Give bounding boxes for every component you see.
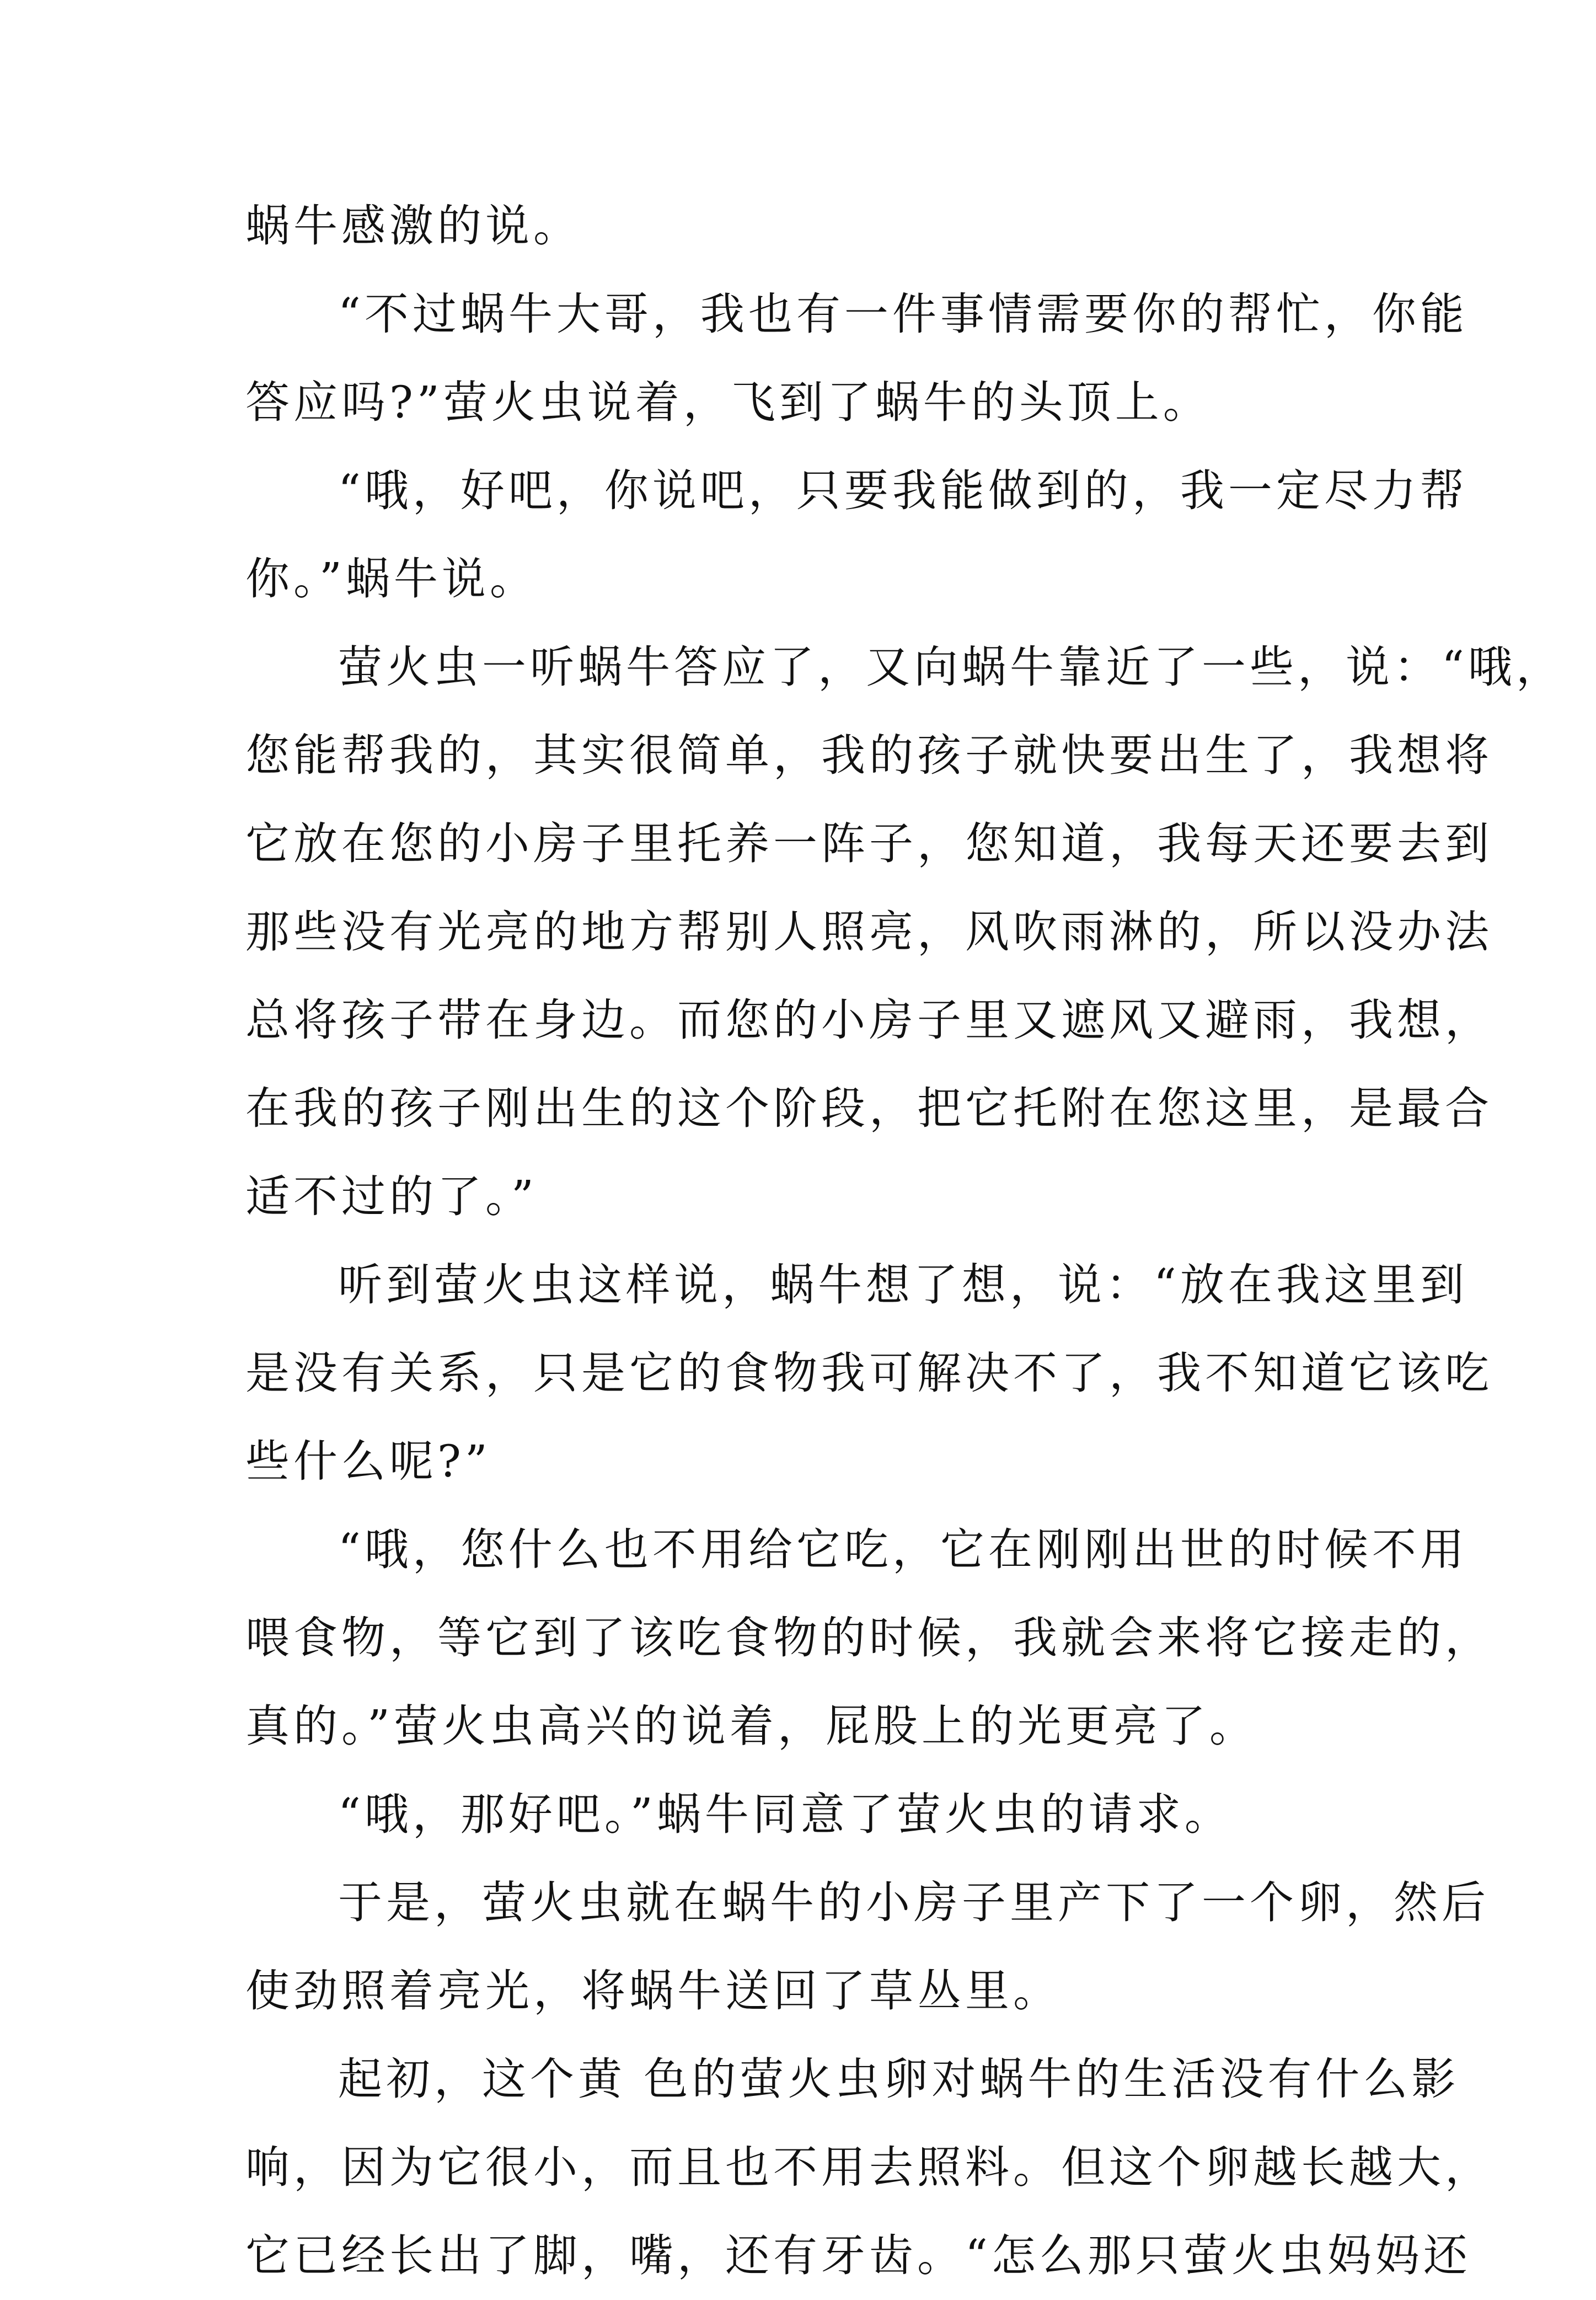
text-line: 是没有关系，只是它的食物我可解决不了，我不知道它该吃: [245, 1347, 1493, 1399]
text-line: 真的。”萤火虫高兴的说着，屁股上的光更亮了。: [245, 1700, 1257, 1752]
text-line: 适不过的了。”: [245, 1171, 538, 1222]
text-line: 使劲照着亮光，将蜗牛送回了草丛里。: [245, 1965, 1061, 2016]
text-line: 喂食物，等它到了该吃食物的时候，我就会来将它接走的，: [245, 1612, 1493, 1664]
text-line: 它已经长出了脚，嘴，还有牙齿。“怎么那只萤火虫妈妈还: [245, 2230, 1471, 2281]
text-line: 于是，萤火虫就在蜗牛的小房子里产下了一个卵，然后: [338, 1877, 1490, 1928]
text-line: “不过蜗牛大哥，我也有一件事情需要你的帮忙，你能: [338, 288, 1468, 340]
text-line: 些什么呢?”: [245, 1436, 491, 1487]
text-line: 响，因为它很小，而且也不用去照料。但这个卵越长越大，: [245, 2142, 1493, 2193]
text-line: 在我的孩子刚出生的这个阶段，把它托附在您这里，是最合: [245, 1083, 1493, 1134]
text-line: 萤火虫一听蜗牛答应了，又向蜗牛靠近了一些，说：“哦，: [338, 641, 1564, 693]
text-line: “哦，您什么也不用给它吃，它在刚刚出世的时候不用: [338, 1524, 1468, 1575]
text-line: 蜗牛感激的说。: [245, 200, 581, 252]
text-line: “哦，好吧，你说吧，只要我能做到的，我一定尽力帮: [338, 465, 1468, 516]
text-line: 它放在您的小房子里托养一阵子，您知道，我每天还要去到: [245, 818, 1493, 869]
text-line: 答应吗?”萤火虫说着，飞到了蜗牛的头顶上。: [245, 377, 1211, 428]
text-line: 你。”蜗牛说。: [245, 553, 538, 605]
text-line: “哦，那好吧。”蜗牛同意了萤火虫的请求。: [338, 1789, 1233, 1840]
text-line: 起初，这个黄 色的萤火虫卵对蜗牛的生活没有什么影: [338, 2053, 1460, 2105]
text-line: 总将孩子带在身边。而您的小房子里又遮风又避雨，我想，: [245, 994, 1493, 1046]
text-line: 您能帮我的，其实很简单，我的孩子就快要出生了，我想将: [245, 730, 1493, 781]
text-line: 听到萤火虫这样说，蜗牛想了想，说：“放在我这里到: [338, 1259, 1468, 1311]
story-text: [245, 182, 1564, 2300]
text-line: 那些没有光亮的地方帮别人照亮，风吹雨淋的，所以没办法: [245, 906, 1493, 958]
